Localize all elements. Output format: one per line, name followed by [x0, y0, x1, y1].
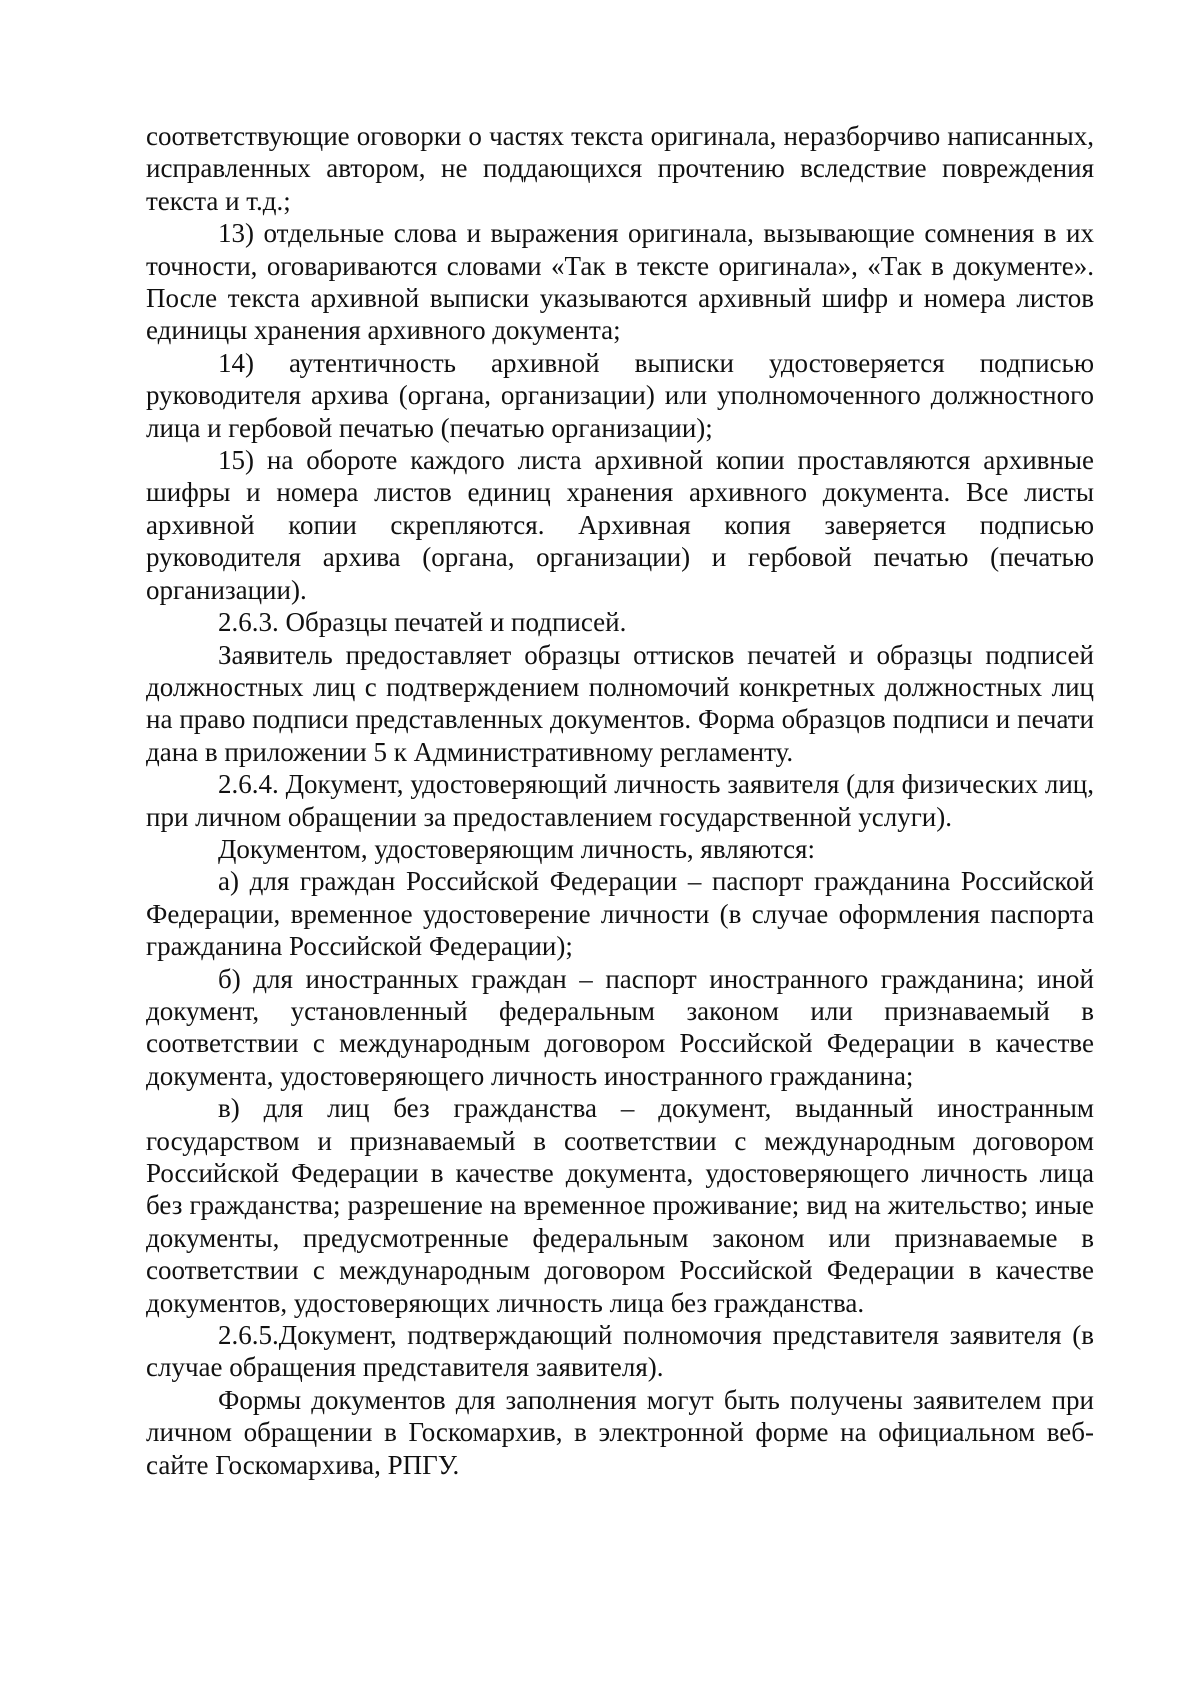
paragraph-continuation: соответствующие оговорки о частях текста оригинала, неразборчиво написанных, исправленных автором, не поддающихся прочтению вследствие повреждения текста и т.д.;: [146, 121, 1094, 216]
paragraph-item-v: в) для лиц без гражданства – документ, выданный иностранным государством и признаваемый в соответствии с международным договором Российской Федерации в качестве документа, удостоверяющего личность лица без гражданства; разрешение на временное проживание; вид на жительство; иные документы, предусмотренные федеральным законом или признаваемые в соответствии с международным договором Российской Федерации в качестве документов, удостоверяющих личность лица без гражданства.: [146, 1093, 1094, 1318]
section-heading-2-6-4: 2.6.4. Документ, удостоверяющий личность заявителя (для физических лиц, при личном обращении за предоставлением государственной услуги).: [146, 769, 1094, 832]
paragraph-item-13: 13) отдельные слова и выражения оригинала, вызывающие сомнения в их точности, оговариваются словами «Так в тексте оригинала», «Так в документе». После текста архивной выписки указываются архивный шифр и номера листов единицы хранения архивного документа;: [146, 218, 1094, 346]
paragraph-identity-docs-intro: Документом, удостоверяющим личность, являются:: [218, 833, 815, 864]
paragraph-forms: Формы документов для заполнения могут быть получены заявителем при личном обращении в Госкомархив, в электронной форме на официальном веб-сайте Госкомархива, РПГУ.: [146, 1384, 1094, 1480]
document-body: [146, 120, 1094, 1481]
paragraph-item-b: б) для иностранных граждан – паспорт иностранного гражданина; иной документ, установленный федеральным законом или признаваемый в соответствии с международным договором Российской Федерации в качестве документа, удостоверяющего личность иностранного гражданина;: [146, 963, 1094, 1091]
paragraph-item-14: 14) аутентичность архивной выписки удостоверяется подписью руководителя архива (органа, организации) или уполномоченного должностного лица и гербовой печатью (печатью организации);: [146, 347, 1094, 443]
paragraph-samples: Заявитель предоставляет образцы оттисков печатей и образцы подписей должностных лиц с подтверждением полномочий конкретных должностных лиц на право подписи представленных документов. Форма образцов подписи и печати дана в приложении 5 к Административному регламенту.: [146, 639, 1094, 767]
paragraph-item-15: 15) на обороте каждого листа архивной копии проставляются архивные шифры и номера листов единиц хранения архивного документа. Все листы архивной копии скрепляются. Архивная копия заверяется подписью руководителя архива (органа, организации) и гербовой печатью (печатью организации).: [146, 445, 1094, 605]
paragraph-item-a: а) для граждан Российской Федерации – паспорт гражданина Российской Федерации, временное удостоверение личности (в случае оформления паспорта гражданина Российской Федерации);: [146, 866, 1094, 962]
section-heading-2-6-3: 2.6.3. Образцы печатей и подписей.: [218, 607, 627, 638]
section-heading-2-6-5: 2.6.5.Документ, подтверждающий полномочия представителя заявителя (в случае обращения представителя заявителя).: [146, 1320, 1094, 1383]
